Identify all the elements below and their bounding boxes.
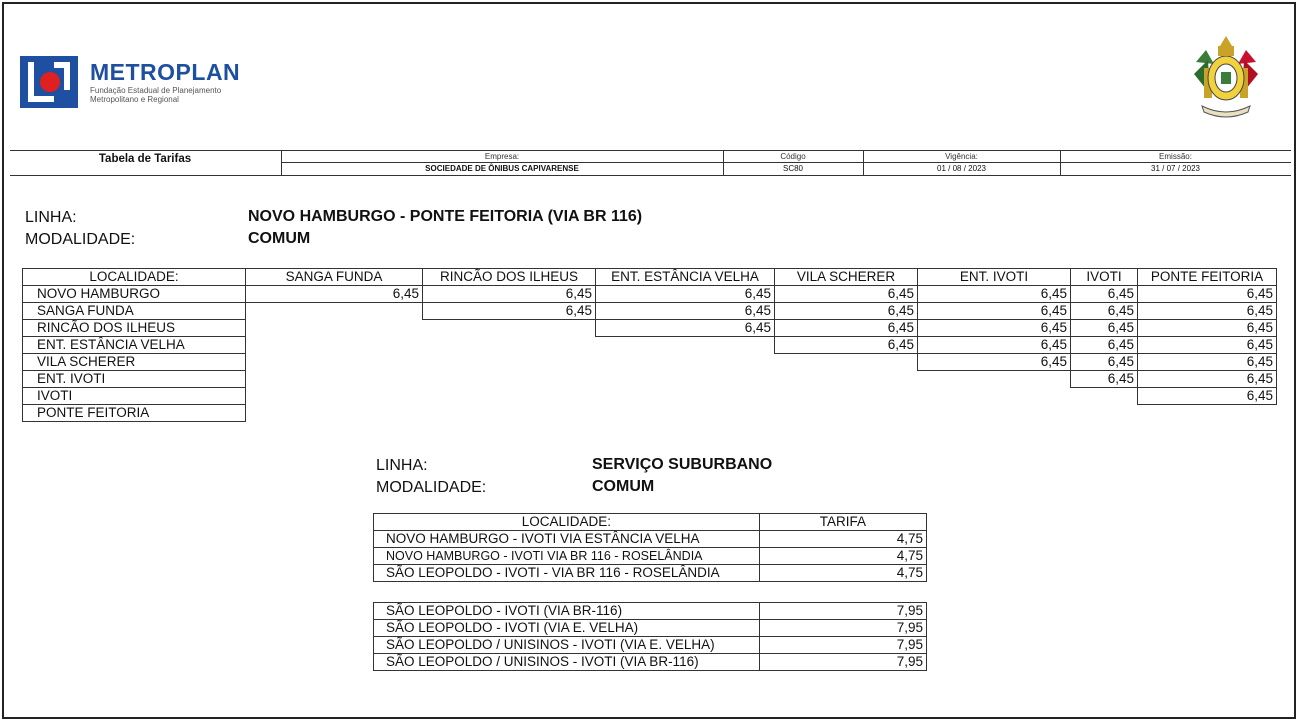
modalidade-label: MODALIDADE: [25, 231, 136, 248]
route-cell: SÃO LEOPOLDO - IVOTI (VIA E. VELHA) [374, 620, 760, 637]
fare-cell: 7,95 [759, 654, 926, 671]
document-title: Tabela de Tarifas [98, 153, 192, 165]
empresa-value: SOCIEDADE DE ÔNIBUS CAPIVARENSE [425, 164, 579, 173]
fare-cell: 6,45 [1138, 371, 1277, 388]
origin-cell: VILA SCHERER [23, 354, 246, 371]
column-header: PONTE FEITORIA [1138, 269, 1277, 286]
origin-cell: NOVO HAMBURGO [23, 286, 246, 303]
metroplan-logo-icon [20, 56, 78, 108]
column-header: VILA SCHERER [775, 269, 918, 286]
column-header: ENT. ESTÂNCIA VELHA [596, 269, 775, 286]
linha-label: LINHA: [25, 209, 77, 226]
table-row [374, 531, 927, 548]
table-row [23, 371, 1277, 388]
column-header: LOCALIDADE: [23, 269, 246, 286]
fare-cell: 6,45 [246, 286, 423, 303]
fare-cell: 6,45 [596, 303, 775, 320]
fare-cell: 6,45 [775, 286, 918, 303]
table-row [374, 565, 927, 582]
column-header: ENT. IVOTI [918, 269, 1071, 286]
linha-value: SERVIÇO SUBURBANO [592, 456, 773, 473]
origin-cell: ENT. IVOTI [23, 371, 246, 388]
route-cell: SÃO LEOPOLDO / UNISINOS - IVOTI (VIA BR-116) [374, 654, 760, 671]
empresa-label: Empresa: [484, 152, 520, 161]
route-cell: SÃO LEOPOLDO - IVOTI - VIA BR 116 - ROSELÂNDIA [374, 565, 760, 582]
fare-cell: 6,45 [918, 354, 1071, 371]
column-header: IVOTI [1071, 269, 1138, 286]
vigencia-value: 01 / 08 / 2023 [937, 164, 986, 173]
emissao-value: 31 / 07 / 2023 [1151, 164, 1200, 173]
fare-cell: 4,75 [759, 531, 926, 548]
fare-cell: 6,45 [775, 320, 918, 337]
header-rule-bottom [10, 175, 1291, 176]
table-row [23, 303, 1277, 320]
table-row [23, 320, 1277, 337]
route-cell: NOVO HAMBURGO - IVOTI VIA BR 116 - ROSELÂNDIA [374, 548, 760, 565]
table-row [374, 603, 927, 620]
column-header: RINCÃO DOS ILHEUS [423, 269, 596, 286]
modalidade-value: COMUM [248, 230, 311, 247]
brand-subtitle: Fundação Estadual de Planejamento Metropolitano e Regional [90, 86, 222, 104]
fare-cell: 6,45 [1071, 371, 1138, 388]
table-row [23, 354, 1277, 371]
table-row [23, 337, 1277, 354]
column-header: SANGA FUNDA [246, 269, 423, 286]
table-row [374, 620, 927, 637]
table-row [23, 286, 1277, 303]
fare-cell: 7,95 [759, 637, 926, 654]
origin-cell: PONTE FEITORIA [23, 405, 246, 422]
linha-label: LINHA: [376, 457, 428, 474]
origin-cell: ENT. ESTÂNCIA VELHA [23, 337, 246, 354]
fare-cell: 6,45 [775, 337, 918, 354]
modalidade-label: MODALIDADE: [376, 479, 487, 496]
fare-cell: 6,45 [596, 286, 775, 303]
fare-cell: 6,45 [1138, 388, 1277, 405]
table-header-row [374, 514, 927, 531]
state-crest-icon [1188, 34, 1264, 120]
fare-cell: 4,75 [759, 548, 926, 565]
route-cell: NOVO HAMBURGO - IVOTI VIA ESTÂNCIA VELHA [374, 531, 760, 548]
fare-cell: 6,45 [1138, 303, 1277, 320]
table-row [374, 654, 927, 671]
suburban-fare-table-2 [373, 602, 927, 671]
route-cell: SÃO LEOPOLDO / UNISINOS - IVOTI (VIA E. VELHA) [374, 637, 760, 654]
fare-cell: 6,45 [1071, 286, 1138, 303]
origin-cell: RINCÃO DOS ILHEUS [23, 320, 246, 337]
table-row [23, 405, 1277, 422]
fare-cell: 6,45 [596, 320, 775, 337]
suburban-fare-table [373, 513, 927, 582]
origin-cell: IVOTI [23, 388, 246, 405]
fare-cell: 6,45 [1071, 354, 1138, 371]
column-header: LOCALIDADE: [374, 514, 760, 531]
fare-cell: 4,75 [759, 565, 926, 582]
emissao-label: Emissão: [1159, 152, 1192, 161]
brand-name: METROPLAN [90, 59, 241, 85]
fare-matrix-table [22, 268, 1277, 422]
column-header: TARIFA [759, 514, 926, 531]
fare-cell: 6,45 [1071, 303, 1138, 320]
fare-cell: 6,45 [1071, 320, 1138, 337]
fare-cell: 6,45 [1138, 286, 1277, 303]
fare-cell: 6,45 [775, 303, 918, 320]
table-header-row [23, 269, 1277, 286]
fare-cell: 6,45 [918, 320, 1071, 337]
route-cell: SÃO LEOPOLDO - IVOTI (VIA BR-116) [374, 603, 760, 620]
fare-cell: 6,45 [918, 303, 1071, 320]
table-row [374, 637, 927, 654]
fare-cell: 6,45 [1138, 320, 1277, 337]
fare-cell: 6,45 [918, 286, 1071, 303]
fare-cell: 6,45 [1138, 337, 1277, 354]
fare-cell: 7,95 [759, 603, 926, 620]
modalidade-value: COMUM [592, 478, 655, 495]
fare-cell: 6,45 [1071, 337, 1138, 354]
linha-value: NOVO HAMBURGO - PONTE FEITORIA (VIA BR 116) [248, 208, 643, 225]
vigencia-label: Vigência: [945, 152, 978, 161]
fare-cell: 6,45 [423, 303, 596, 320]
fare-cell: 6,45 [1138, 354, 1277, 371]
codigo-value: SC80 [782, 164, 803, 173]
fare-cell: 6,45 [423, 286, 596, 303]
table-row [374, 548, 927, 565]
table-row [23, 388, 1277, 405]
fare-cell: 7,95 [759, 620, 926, 637]
codigo-label: Código [780, 152, 806, 161]
fare-cell: 6,45 [918, 337, 1071, 354]
origin-cell: SANGA FUNDA [23, 303, 246, 320]
